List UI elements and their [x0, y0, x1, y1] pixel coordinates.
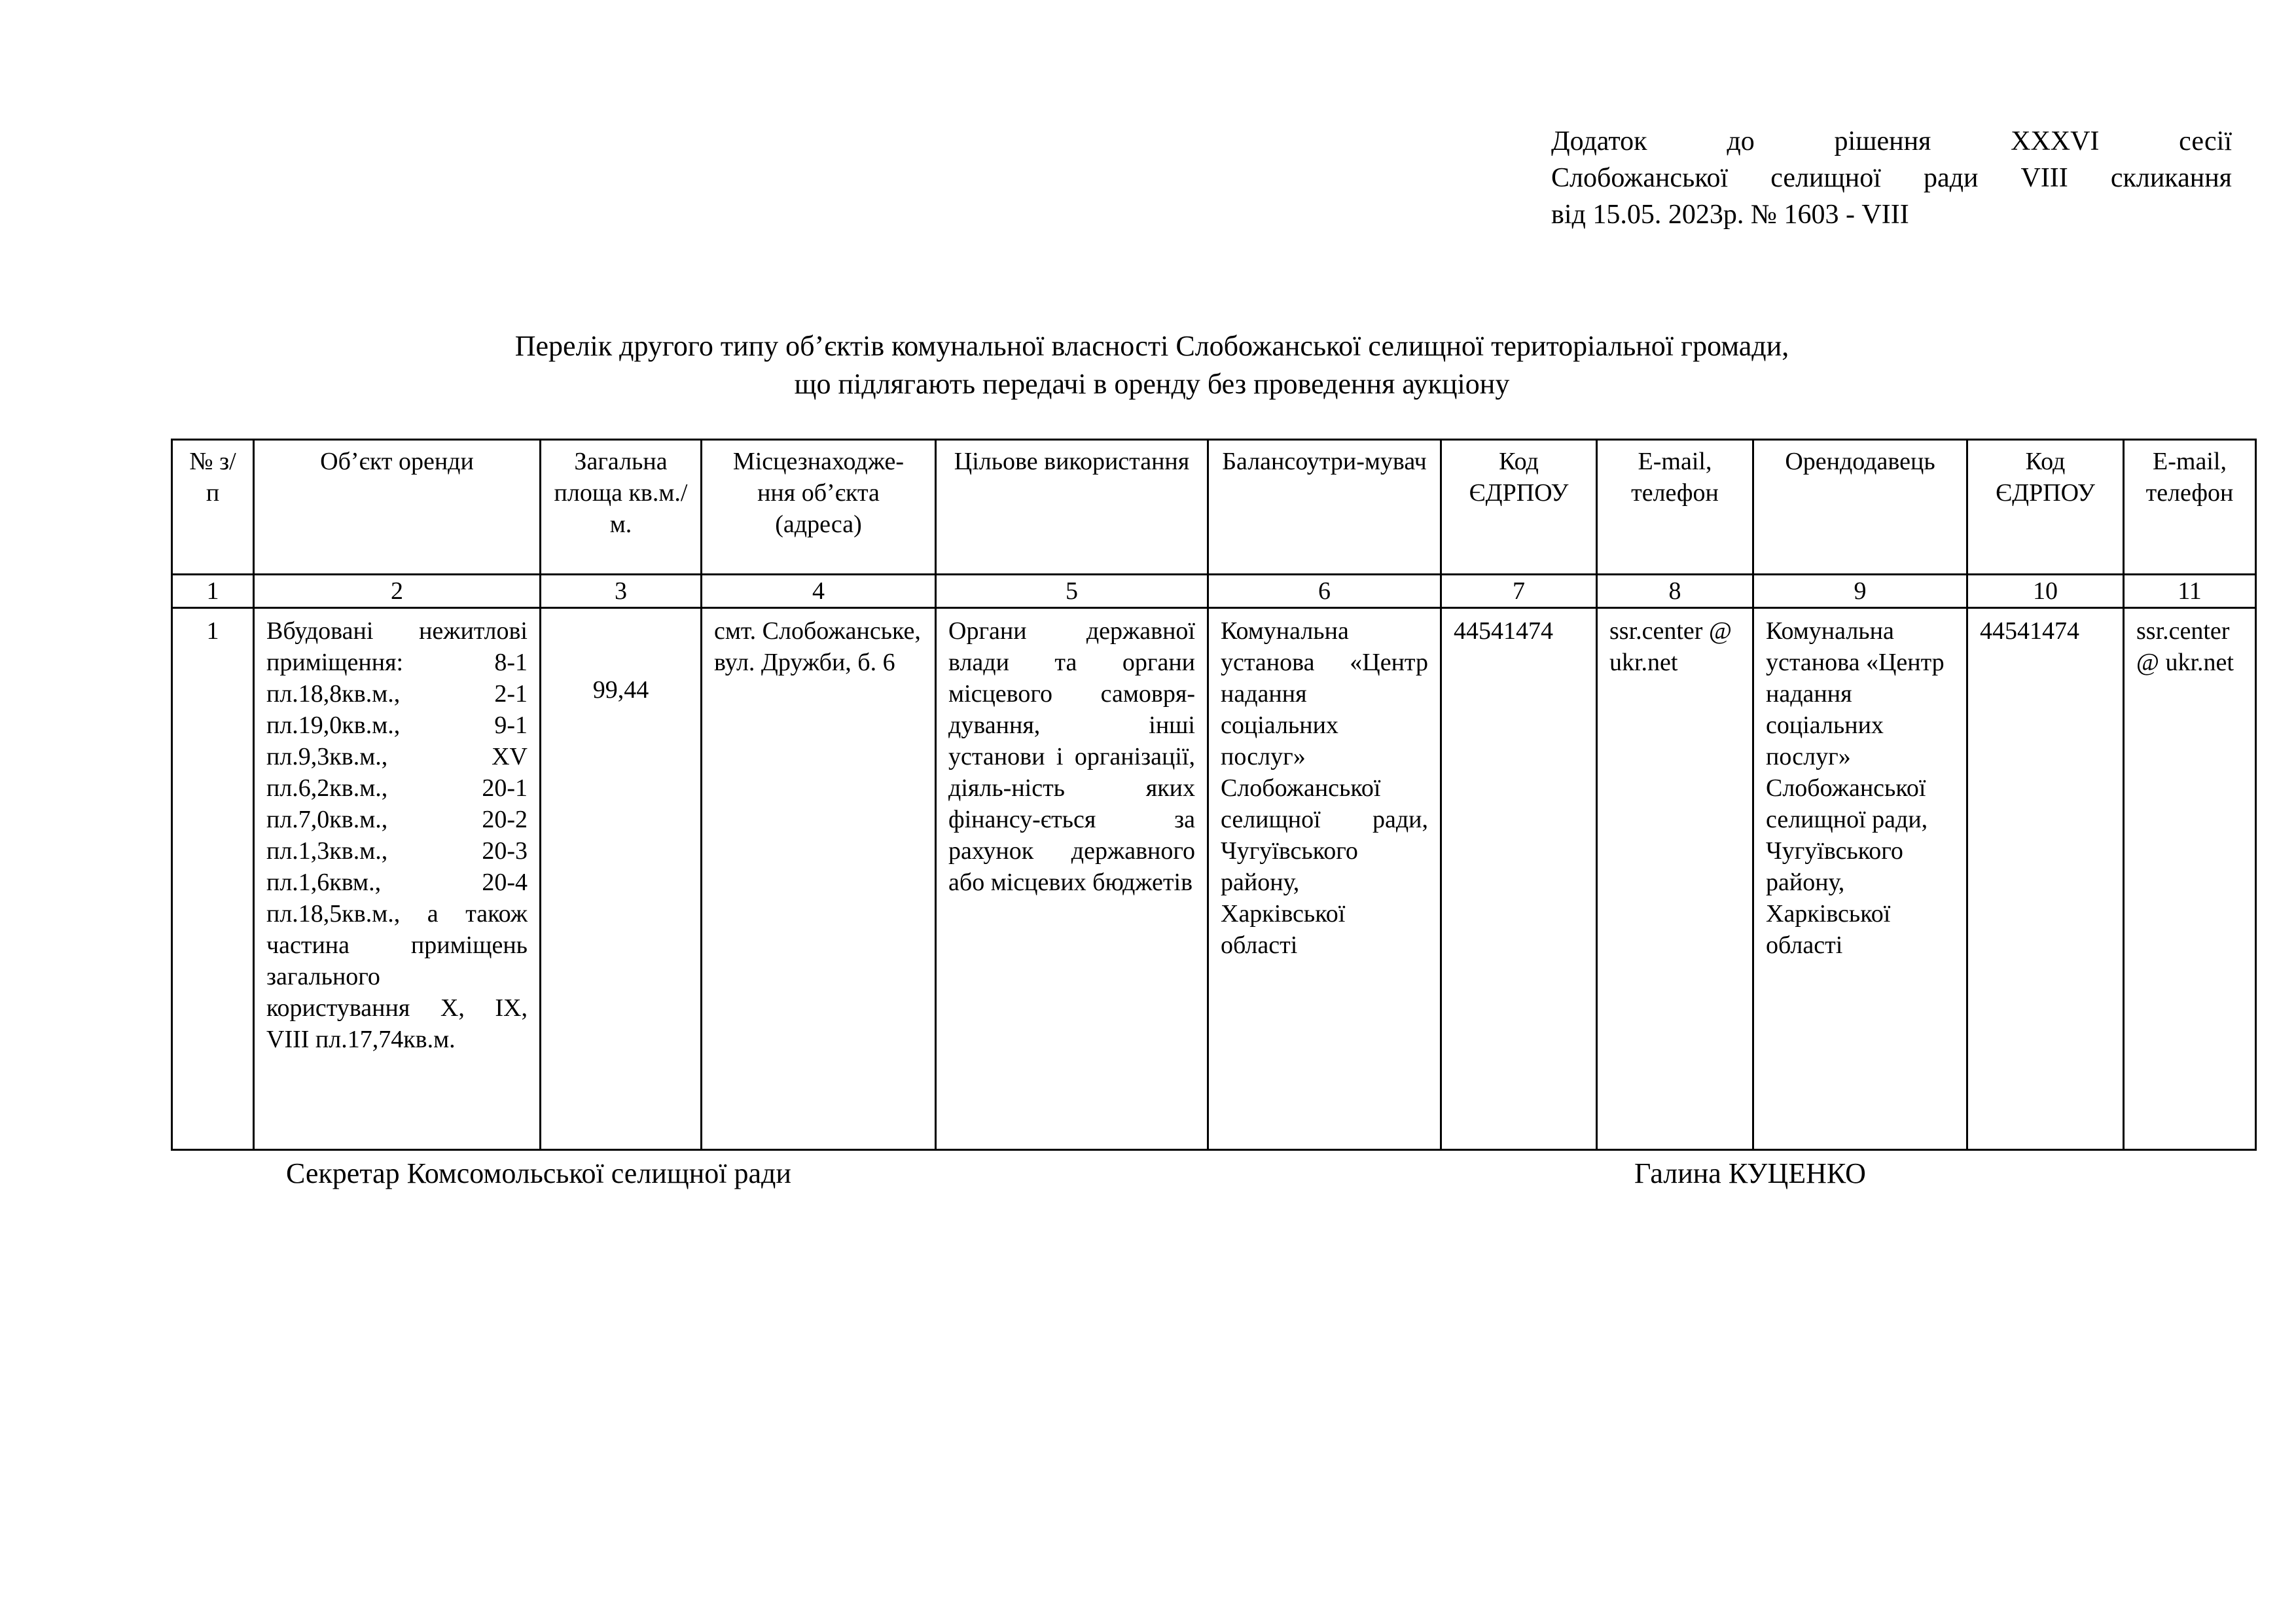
header-cell-address: Місцезнаходже-ння об’єкта (адреса) [702, 440, 936, 575]
column-number: 7 [1441, 575, 1597, 608]
column-number: 6 [1208, 575, 1441, 608]
column-number: 1 [172, 575, 254, 608]
header-cell-edrpou-1: Код ЄДРПОУ [1441, 440, 1597, 575]
column-number: 3 [541, 575, 702, 608]
title-line-1: Перелік другого типу об’єктів комунальної власності Слобожанської селищної територіальної громади, [514, 330, 1789, 362]
column-number: 4 [702, 575, 936, 608]
header-row [172, 440, 2256, 575]
email-cell-2: ssr.center @ ukr.net [2124, 608, 2256, 1150]
appendix-line-1: Додаток до рішення XXXVI сесії [1551, 126, 2232, 156]
column-number: 9 [1753, 575, 1967, 608]
header-cell-edrpou-2: Код ЄДРПОУ [1967, 440, 2124, 575]
column-number-row [172, 575, 2256, 608]
signature-position: Секретар Комсомольської селищної ради [286, 1157, 791, 1189]
objects-table [171, 439, 2257, 1151]
document-title [170, 327, 2134, 403]
appendix-line-3: від 15.05. 2023р. № 1603 - VIII [1551, 200, 1909, 230]
column-number: 2 [254, 575, 541, 608]
email-cell-1: ssr.center @ ukr.net [1597, 608, 1753, 1150]
table-row [172, 608, 2256, 1150]
edrpou-cell-2: 44541474 [1967, 608, 2124, 1150]
header-cell-area: Загальна площа кв.м./м. [541, 440, 702, 575]
header-cell-lessor: Орендодавець [1753, 440, 1967, 575]
lessor-cell: Комунальна установа «Центр надання соціальних послуг» Слобожанської селищної ради, Чугуївського району, Харківської області [1753, 608, 1967, 1150]
balance-holder-cell: Комунальна установа «Центр надання соціальних послуг» Слобожанської селищної ради, Чугуївського району, Харківської області [1208, 608, 1441, 1150]
header-cell-purpose: Цільове використання [936, 440, 1208, 575]
appendix-header [1551, 123, 2232, 233]
appendix-line-2: Слобожанської селищної ради VIII скликання [1551, 163, 2232, 193]
column-number: 8 [1597, 575, 1753, 608]
area-cell: 99,44 [541, 608, 702, 1150]
column-number: 11 [2124, 575, 2256, 608]
purpose-cell: Органи державної влади та органи місцевого самовря-дування, інші установи і організації, діяль-ність яких фінансу-ється за рахунок державного або місцевих бюджетів [936, 608, 1208, 1150]
address-cell: смт. Слобожанське, вул. Дружби, б. 6 [702, 608, 936, 1150]
header-cell-email-1: E-mail, телефон [1597, 440, 1753, 575]
row-number-cell: 1 [172, 608, 254, 1150]
column-number: 10 [1967, 575, 2124, 608]
header-cell-number: № з/п [172, 440, 254, 575]
object-cell: Вбудовані нежитлові приміщення: 8-1 пл.18,8кв.м., 2-1 пл.19,0кв.м., 9-1 пл.9,3кв.м., XV пл.6,2кв.м., 20-1 пл.7,0кв.м., 20-2 пл.1,3кв.м., 20-3 пл.1,6квм., 20-4 пл.18,5кв.м., а також частина приміщень загального користування X, IX, VIII пл.17,74кв.м. [254, 608, 541, 1150]
header-cell-email-2: E-mail, телефон [2124, 440, 2256, 575]
header-cell-balance-holder: Балансоутри-мувач [1208, 440, 1441, 575]
edrpou-cell-1: 44541474 [1441, 608, 1597, 1150]
title-line-2: що підлягають передачі в оренду без проведення аукціону [794, 368, 1510, 400]
header-cell-object: Об’єкт оренди [254, 440, 541, 575]
column-number: 5 [936, 575, 1208, 608]
signature-name: Галина КУЦЕНКО [1634, 1157, 1866, 1189]
